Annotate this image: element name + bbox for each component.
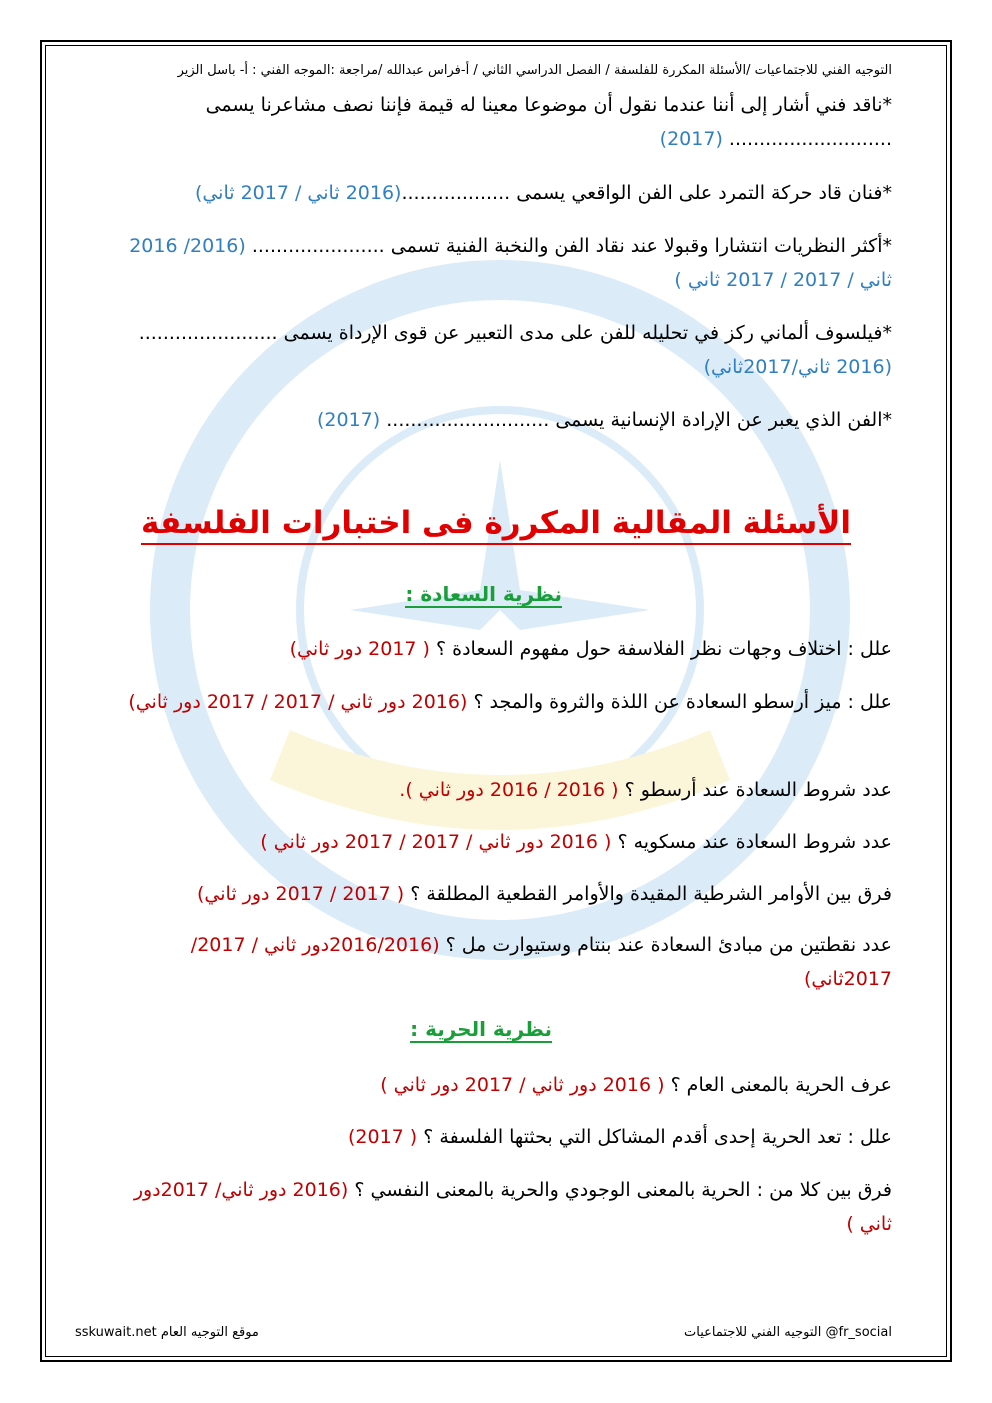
question-item: عدد شروط السعادة عند أرسطو ؟ ( 2016 / 2016 دور ثاني ). [399, 779, 892, 801]
question-item: علل : تعد الحرية إحدى أقدم المشاكل التي بحثتها الفلسفة ؟ ( 2017) [347, 1126, 892, 1148]
question-item: فرق بين كلا من : الحرية بالمعنى الوجودي والحرية بالمعنى النفسي ؟ (2016 دور ثاني/ 2017دور ثاني ) [133, 1179, 892, 1235]
footer-left: sskuwait.net موقع التوجيه العام [75, 1325, 259, 1340]
question-item: *فنان قاد حركة التمرد على الفن الواقعي يسمى ..................(2016 ثاني / 2017 ثاني) [194, 182, 892, 204]
question-item: عدد نقطتين من مبادئ السعادة عند بنتام وستيوارت مل ؟ (2016/2016دور ثاني / 2017/ 2017ثاني) [190, 934, 892, 990]
question-item: فرق بين الأوامر الشرطية المقيدة والأوامر القطعية المطلقة ؟ ( 2017 / 2017 دور ثاني) [197, 883, 892, 905]
page-header: التوجيه الفني للاجتماعيات /الأسئلة المكررة للفلسفة / الفصل الدراسي الثاني / أ-فراس عبدالله /مراجعة :الموجه الفني : أ- باسل الزير [177, 63, 892, 78]
question-item: عدد شروط السعادة عند مسكويه ؟ ( 2016 دور ثاني / 2017 / 2017 دور ثاني ) [260, 831, 892, 853]
section-title-freedom: نظرية الحرية : [410, 1017, 552, 1041]
question-item: *أكثر النظريات انتشارا وقبولا عند نقاد الفن والنخبة الفنية تسمى ...................... (2016/ 2016 ثاني / 2017 / 2017 ثاني ) [129, 235, 892, 291]
question-item: *ناقد فني أشار إلى أننا عندما نقول أن موضوعا معينا له قيمة فإننا نصف مشاعرنا يسمى ........................... (2017) [205, 94, 892, 150]
question-item: *الفن الذي يعبر عن الإرادة الإنسانية يسمى ........................... (2017) [316, 409, 892, 431]
footer-right: التوجيه الفني للاجتماعيات @fr_social [684, 1325, 892, 1340]
question-item: عرف الحرية بالمعنى العام ؟ ( 2016 دور ثاني / 2017 دور ثاني ) [380, 1074, 892, 1096]
question-item: *فيلسوف ألماني ركز في تحليله للفن على مدى التعبير عن قوى الإرداة يسمى ....................... (2016 ثاني/2017ثاني) [138, 322, 892, 378]
question-item: علل : ميز أرسطو السعادة عن اللذة والثروة والمجد ؟ (2016 دور ثاني / 2017 / 2017 دور ثاني) [128, 691, 892, 713]
main-title: الأسئلة المقالية المكررة فى اختبارات الفلسفة [0, 505, 992, 541]
question-item: علل : اختلاف وجهات نظر الفلاسفة حول مفهوم السعادة ؟ ( 2017 دور ثاني) [289, 638, 892, 660]
section-title-happiness: نظرية السعادة : [405, 582, 562, 606]
